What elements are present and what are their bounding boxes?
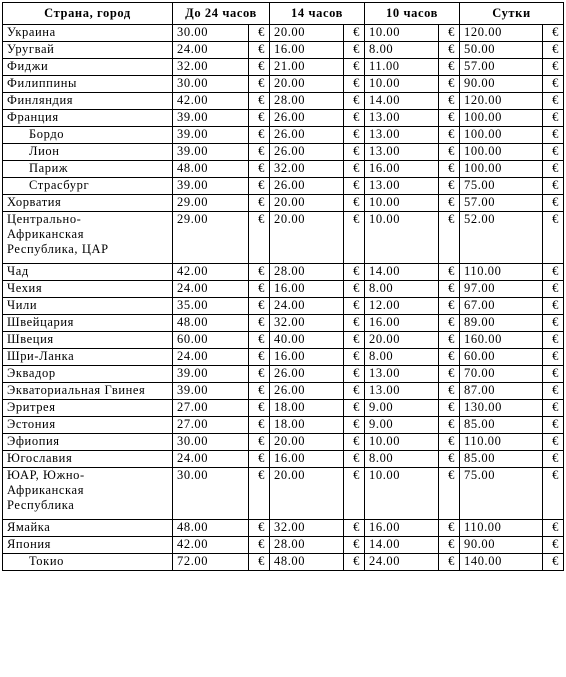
price-value: 32.00	[270, 161, 344, 178]
euro-sign: €	[249, 161, 270, 178]
price-value: 8.00	[365, 281, 439, 298]
euro-sign: €	[543, 366, 564, 383]
euro-sign: €	[543, 537, 564, 554]
price-value: 100.00	[460, 144, 543, 161]
euro-sign: €	[543, 383, 564, 400]
euro-sign: €	[249, 468, 270, 520]
price-value: 18.00	[270, 400, 344, 417]
price-value: 16.00	[270, 349, 344, 366]
country-name: Токио	[3, 554, 173, 571]
euro-sign: €	[543, 400, 564, 417]
table-row	[3, 59, 564, 76]
country-name: Уругвай	[3, 42, 173, 59]
price-value: 13.00	[365, 366, 439, 383]
price-value: 100.00	[460, 110, 543, 127]
price-value: 26.00	[270, 144, 344, 161]
price-value: 26.00	[270, 178, 344, 195]
price-value: 24.00	[173, 42, 249, 59]
euro-sign: €	[543, 298, 564, 315]
euro-sign: €	[543, 76, 564, 93]
price-value: 100.00	[460, 127, 543, 144]
price-value: 42.00	[173, 537, 249, 554]
country-name: Япония	[3, 537, 173, 554]
price-value: 30.00	[173, 25, 249, 42]
price-value: 120.00	[460, 93, 543, 110]
price-value: 75.00	[460, 178, 543, 195]
price-value: 110.00	[460, 520, 543, 537]
country-name: Экваториальная Гвинея	[3, 383, 173, 400]
price-value: 16.00	[270, 451, 344, 468]
price-value: 32.00	[270, 520, 344, 537]
euro-sign: €	[249, 349, 270, 366]
euro-sign: €	[439, 451, 460, 468]
price-value: 10.00	[365, 76, 439, 93]
euro-sign: €	[344, 127, 365, 144]
euro-sign: €	[249, 195, 270, 212]
price-value: 26.00	[270, 110, 344, 127]
euro-sign: €	[249, 76, 270, 93]
euro-sign: €	[543, 127, 564, 144]
price-value: 90.00	[460, 76, 543, 93]
table-row	[3, 76, 564, 93]
table-row	[3, 417, 564, 434]
country-name: Фиджи	[3, 59, 173, 76]
table-body	[3, 25, 564, 571]
euro-sign: €	[439, 400, 460, 417]
price-value: 60.00	[460, 349, 543, 366]
price-value: 100.00	[460, 161, 543, 178]
euro-sign: €	[249, 537, 270, 554]
euro-sign: €	[543, 281, 564, 298]
table-row	[3, 281, 564, 298]
price-value: 89.00	[460, 315, 543, 332]
price-value: 85.00	[460, 451, 543, 468]
price-value: 29.00	[173, 212, 249, 264]
price-value: 13.00	[365, 110, 439, 127]
price-value: 10.00	[365, 212, 439, 264]
price-value: 9.00	[365, 417, 439, 434]
price-value: 10.00	[365, 25, 439, 42]
euro-sign: €	[344, 110, 365, 127]
euro-sign: €	[344, 434, 365, 451]
price-value: 29.00	[173, 195, 249, 212]
euro-sign: €	[543, 178, 564, 195]
header-10h: 10 часов	[365, 3, 460, 25]
price-value: 16.00	[270, 42, 344, 59]
price-value: 39.00	[173, 366, 249, 383]
table-row	[3, 195, 564, 212]
euro-sign: €	[543, 451, 564, 468]
euro-sign: €	[543, 417, 564, 434]
euro-sign: €	[249, 315, 270, 332]
table-row	[3, 178, 564, 195]
header-country: Страна, город	[3, 3, 173, 25]
price-value: 13.00	[365, 144, 439, 161]
euro-sign: €	[439, 161, 460, 178]
table-row	[3, 434, 564, 451]
price-value: 20.00	[270, 76, 344, 93]
table-row	[3, 127, 564, 144]
euro-sign: €	[543, 332, 564, 349]
country-name: ЮАР, Южно- Африканская Республика	[3, 468, 173, 520]
price-value: 42.00	[173, 93, 249, 110]
euro-sign: €	[344, 537, 365, 554]
table-row	[3, 349, 564, 366]
table-row	[3, 332, 564, 349]
country-name: Чад	[3, 264, 173, 281]
price-value: 28.00	[270, 537, 344, 554]
euro-sign: €	[543, 161, 564, 178]
price-value: 21.00	[270, 59, 344, 76]
price-value: 10.00	[365, 434, 439, 451]
price-value: 16.00	[365, 520, 439, 537]
euro-sign: €	[249, 520, 270, 537]
euro-sign: €	[344, 383, 365, 400]
euro-sign: €	[543, 315, 564, 332]
table-row	[3, 298, 564, 315]
table-row	[3, 315, 564, 332]
price-value: 39.00	[173, 178, 249, 195]
euro-sign: €	[344, 144, 365, 161]
price-value: 85.00	[460, 417, 543, 434]
euro-sign: €	[439, 25, 460, 42]
price-value: 13.00	[365, 383, 439, 400]
price-value: 27.00	[173, 417, 249, 434]
price-value: 26.00	[270, 366, 344, 383]
table-row	[3, 468, 564, 520]
price-value: 27.00	[173, 400, 249, 417]
price-value: 20.00	[270, 212, 344, 264]
euro-sign: €	[543, 59, 564, 76]
euro-sign: €	[439, 59, 460, 76]
euro-sign: €	[344, 468, 365, 520]
euro-sign: €	[344, 332, 365, 349]
price-value: 10.00	[365, 468, 439, 520]
euro-sign: €	[344, 93, 365, 110]
price-value: 39.00	[173, 127, 249, 144]
euro-sign: €	[249, 383, 270, 400]
euro-sign: €	[249, 434, 270, 451]
table-row	[3, 554, 564, 571]
price-value: 20.00	[270, 25, 344, 42]
country-name: Шри-Ланка	[3, 349, 173, 366]
euro-sign: €	[249, 332, 270, 349]
euro-sign: €	[439, 281, 460, 298]
price-value: 48.00	[173, 315, 249, 332]
country-name: Филиппины	[3, 76, 173, 93]
country-name: Югославия	[3, 451, 173, 468]
table-row	[3, 383, 564, 400]
price-value: 14.00	[365, 537, 439, 554]
price-value: 48.00	[173, 161, 249, 178]
header-row	[3, 3, 564, 25]
price-value: 30.00	[173, 468, 249, 520]
euro-sign: €	[439, 144, 460, 161]
euro-sign: €	[344, 281, 365, 298]
euro-sign: €	[249, 264, 270, 281]
euro-sign: €	[249, 144, 270, 161]
country-name: Финляндия	[3, 93, 173, 110]
price-value: 67.00	[460, 298, 543, 315]
price-value: 20.00	[270, 195, 344, 212]
euro-sign: €	[249, 178, 270, 195]
euro-sign: €	[249, 25, 270, 42]
rates-table	[2, 2, 564, 571]
euro-sign: €	[439, 110, 460, 127]
euro-sign: €	[439, 195, 460, 212]
price-value: 57.00	[460, 59, 543, 76]
price-value: 24.00	[173, 281, 249, 298]
country-name: Бордо	[3, 127, 173, 144]
price-value: 20.00	[270, 434, 344, 451]
euro-sign: €	[249, 554, 270, 571]
euro-sign: €	[249, 366, 270, 383]
euro-sign: €	[344, 161, 365, 178]
table-row	[3, 161, 564, 178]
table-row	[3, 93, 564, 110]
price-value: 20.00	[365, 332, 439, 349]
price-value: 16.00	[365, 161, 439, 178]
price-value: 32.00	[270, 315, 344, 332]
price-value: 70.00	[460, 366, 543, 383]
price-value: 52.00	[460, 212, 543, 264]
euro-sign: €	[439, 537, 460, 554]
euro-sign: €	[543, 434, 564, 451]
price-value: 18.00	[270, 417, 344, 434]
euro-sign: €	[344, 400, 365, 417]
price-value: 20.00	[270, 468, 344, 520]
euro-sign: €	[249, 298, 270, 315]
country-name: Чили	[3, 298, 173, 315]
table-row	[3, 537, 564, 554]
country-name: Эквадор	[3, 366, 173, 383]
price-value: 57.00	[460, 195, 543, 212]
euro-sign: €	[439, 298, 460, 315]
price-value: 16.00	[365, 315, 439, 332]
euro-sign: €	[439, 366, 460, 383]
price-value: 40.00	[270, 332, 344, 349]
price-value: 26.00	[270, 127, 344, 144]
table-row	[3, 42, 564, 59]
euro-sign: €	[344, 195, 365, 212]
table-row	[3, 400, 564, 417]
euro-sign: €	[439, 264, 460, 281]
country-name: Ямайка	[3, 520, 173, 537]
country-name: Париж	[3, 161, 173, 178]
euro-sign: €	[344, 212, 365, 264]
euro-sign: €	[439, 76, 460, 93]
euro-sign: €	[543, 212, 564, 264]
price-value: 10.00	[365, 195, 439, 212]
euro-sign: €	[543, 110, 564, 127]
price-value: 30.00	[173, 76, 249, 93]
table-row	[3, 144, 564, 161]
price-value: 13.00	[365, 127, 439, 144]
euro-sign: €	[249, 127, 270, 144]
price-value: 60.00	[173, 332, 249, 349]
euro-sign: €	[249, 400, 270, 417]
euro-sign: €	[543, 468, 564, 520]
euro-sign: €	[543, 25, 564, 42]
euro-sign: €	[543, 349, 564, 366]
price-value: 130.00	[460, 400, 543, 417]
euro-sign: €	[439, 42, 460, 59]
price-value: 8.00	[365, 451, 439, 468]
price-value: 30.00	[173, 434, 249, 451]
euro-sign: €	[439, 332, 460, 349]
euro-sign: €	[249, 281, 270, 298]
price-value: 87.00	[460, 383, 543, 400]
country-name: Хорватия	[3, 195, 173, 212]
header-14h: 14 часов	[270, 3, 365, 25]
country-name: Эритрея	[3, 400, 173, 417]
price-value: 39.00	[173, 383, 249, 400]
country-name: Центрально- Африканская Республика, ЦАР	[3, 212, 173, 264]
euro-sign: €	[344, 59, 365, 76]
euro-sign: €	[249, 110, 270, 127]
price-value: 72.00	[173, 554, 249, 571]
price-value: 11.00	[365, 59, 439, 76]
country-name: Швеция	[3, 332, 173, 349]
price-value: 140.00	[460, 554, 543, 571]
euro-sign: €	[249, 417, 270, 434]
price-value: 110.00	[460, 264, 543, 281]
euro-sign: €	[344, 451, 365, 468]
euro-sign: €	[543, 520, 564, 537]
table-row	[3, 110, 564, 127]
country-name: Эфиопия	[3, 434, 173, 451]
price-value: 8.00	[365, 349, 439, 366]
euro-sign: €	[344, 554, 365, 571]
euro-sign: €	[439, 315, 460, 332]
header-day: Сутки	[460, 3, 564, 25]
table-row	[3, 520, 564, 537]
price-value: 50.00	[460, 42, 543, 59]
country-name: Франция	[3, 110, 173, 127]
euro-sign: €	[439, 93, 460, 110]
euro-sign: €	[439, 127, 460, 144]
price-value: 160.00	[460, 332, 543, 349]
price-value: 39.00	[173, 144, 249, 161]
price-value: 48.00	[270, 554, 344, 571]
country-name: Украина	[3, 25, 173, 42]
price-value: 39.00	[173, 110, 249, 127]
euro-sign: €	[344, 298, 365, 315]
table-row	[3, 212, 564, 264]
price-value: 42.00	[173, 264, 249, 281]
price-value: 14.00	[365, 93, 439, 110]
euro-sign: €	[543, 42, 564, 59]
euro-sign: €	[439, 520, 460, 537]
euro-sign: €	[344, 76, 365, 93]
price-value: 24.00	[270, 298, 344, 315]
euro-sign: €	[344, 417, 365, 434]
euro-sign: €	[344, 264, 365, 281]
price-value: 16.00	[270, 281, 344, 298]
price-value: 9.00	[365, 400, 439, 417]
euro-sign: €	[543, 264, 564, 281]
euro-sign: €	[249, 451, 270, 468]
header-24h: До 24 часов	[173, 3, 270, 25]
price-value: 32.00	[173, 59, 249, 76]
euro-sign: €	[543, 554, 564, 571]
price-value: 110.00	[460, 434, 543, 451]
price-value: 14.00	[365, 264, 439, 281]
euro-sign: €	[344, 42, 365, 59]
euro-sign: €	[439, 349, 460, 366]
euro-sign: €	[249, 59, 270, 76]
euro-sign: €	[439, 178, 460, 195]
table-row	[3, 366, 564, 383]
country-name: Лион	[3, 144, 173, 161]
price-value: 26.00	[270, 383, 344, 400]
price-value: 28.00	[270, 93, 344, 110]
euro-sign: €	[344, 178, 365, 195]
table-row	[3, 451, 564, 468]
price-value: 13.00	[365, 178, 439, 195]
price-value: 24.00	[365, 554, 439, 571]
euro-sign: €	[439, 212, 460, 264]
table-row	[3, 264, 564, 281]
country-name: Чехия	[3, 281, 173, 298]
euro-sign: €	[344, 366, 365, 383]
price-value: 48.00	[173, 520, 249, 537]
price-value: 35.00	[173, 298, 249, 315]
euro-sign: €	[344, 25, 365, 42]
country-name: Страсбург	[3, 178, 173, 195]
price-value: 75.00	[460, 468, 543, 520]
euro-sign: €	[344, 520, 365, 537]
price-value: 12.00	[365, 298, 439, 315]
euro-sign: €	[249, 93, 270, 110]
euro-sign: €	[543, 144, 564, 161]
euro-sign: €	[249, 42, 270, 59]
table-row	[3, 25, 564, 42]
country-name: Швейцария	[3, 315, 173, 332]
price-value: 120.00	[460, 25, 543, 42]
price-value: 97.00	[460, 281, 543, 298]
euro-sign: €	[344, 349, 365, 366]
euro-sign: €	[344, 315, 365, 332]
price-value: 24.00	[173, 349, 249, 366]
price-value: 28.00	[270, 264, 344, 281]
euro-sign: €	[249, 212, 270, 264]
euro-sign: €	[439, 468, 460, 520]
price-value: 24.00	[173, 451, 249, 468]
euro-sign: €	[439, 417, 460, 434]
euro-sign: €	[439, 383, 460, 400]
country-name: Эстония	[3, 417, 173, 434]
euro-sign: €	[439, 554, 460, 571]
price-value: 8.00	[365, 42, 439, 59]
euro-sign: €	[543, 93, 564, 110]
euro-sign: €	[543, 195, 564, 212]
euro-sign: €	[439, 434, 460, 451]
price-value: 90.00	[460, 537, 543, 554]
